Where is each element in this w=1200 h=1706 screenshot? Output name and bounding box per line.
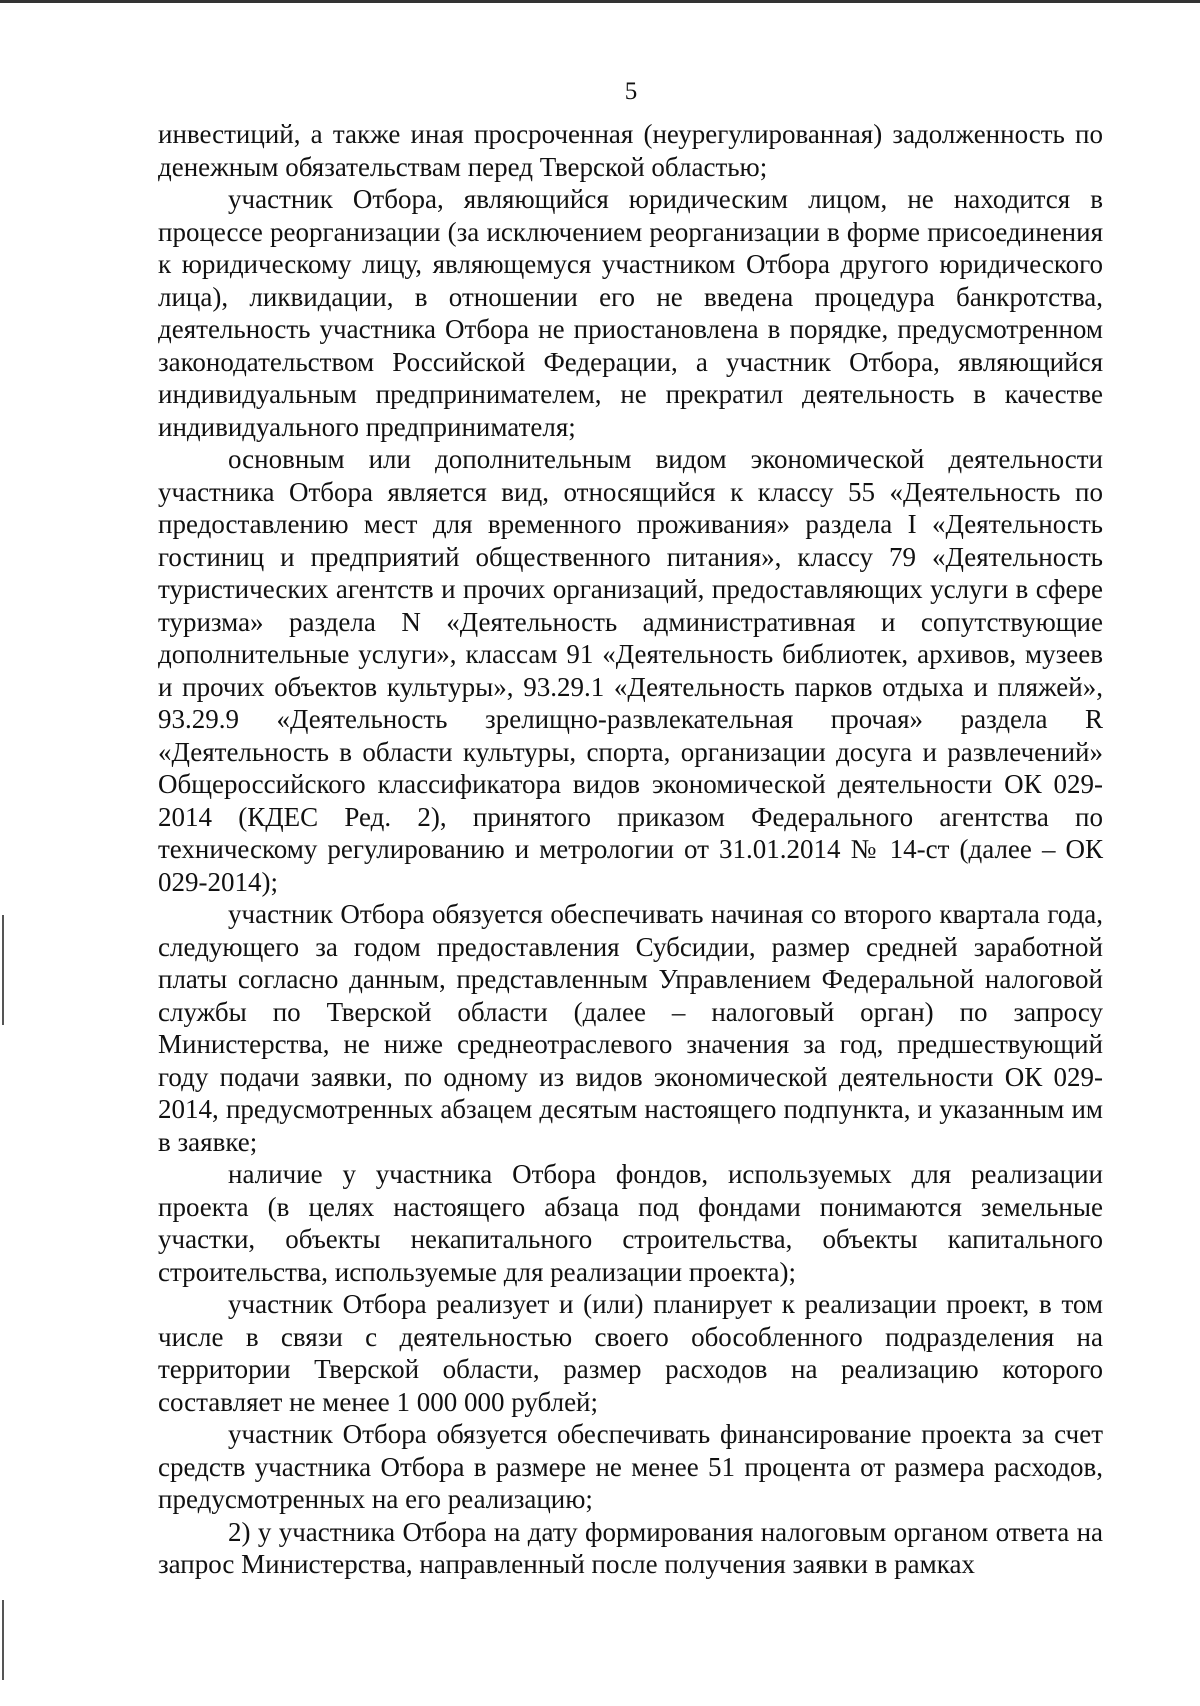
document-body xyxy=(158,118,1103,1581)
paragraph: наличие у участника Отбора фондов, используемых для реализации проекта (в целях настоящего абзаца под фондами понимаются земельные участки, объекты некапитального строительства, объекты капитального строительства, используемые для реализации проекта); xyxy=(158,1159,1103,1287)
paragraph: основным или дополнительным видом экономической деятельности участника Отбора является вид, относящийся к классу 55 «Деятельность по предоставлению мест для временного проживания» раздела I «Деятельность гостиниц и предприятий общественного питания», классу 79 «Деятельность туристических агентств и прочих организаций, предоставляющих услуги в сфере туризма» раздела N «Деятельность административная и сопутствующие дополнительные услуги», классам 91 «Деятельность библиотек, архивов, музеев и прочих объектов культуры», 93.29.1 «Деятельность парков отдыха и пляжей», 93.29.9 «Деятельность зрелищно-развлекательная прочая» раздела R «Деятельность в области культуры, спорта, организации досуга и развлечений» Общероссийского классификатора видов экономической деятельности ОК 029-2014 (КДЕС Ред. 2), принятого приказом Федерального агентства по техническому регулированию и метрологии от 31.01.2014 № 14-ст (далее – ОК 029-2014); xyxy=(158,444,1103,897)
paragraph: участник Отбора, являющийся юридическим лицом, не находится в процессе реорганизации (за исключением реорганизации в форме присоединения к юридическому лицу, являющемуся участником Отбора другого юридического лица), ликвидации, в отношении его не введена процедура банкротства, деятельность участника Отбора не приостановлена в порядке, предусмотренном законодательством Российской Федерации, а участник Отбора, являющийся индивидуальным предпринимателем, не прекратил деятельность в качестве индивидуального предпринимателя; xyxy=(158,184,1103,442)
paragraph: участник Отбора обязуется обеспечивать финансирование проекта за счет средств участника Отбора в размере не менее 51 процента от размера расходов, предусмотренных на его реализацию; xyxy=(158,1419,1103,1514)
scan-margin-mark xyxy=(2,1600,4,1680)
paragraph: участник Отбора обязуется обеспечивать начиная со второго квартала года, следующего за годом предоставления Субсидии, размер средней заработной платы согласно данным, представленным Управлением Федеральной налоговой службы по Тверской области (далее – налоговый орган) по запросу Министерства, не ниже среднеотраслевого значения за год, предшествующий году подачи заявки, по одному из видов экономической деятельности ОК 029-2014, предусмотренных абзацем десятым настоящего подпункта, и указанным им в заявке; xyxy=(158,899,1103,1157)
scan-margin-mark xyxy=(2,915,4,1025)
scan-top-edge xyxy=(0,0,1200,3)
paragraph: участник Отбора реализует и (или) планирует к реализации проект, в том числе в связи с деятельностью своего обособленного подразделения на территории Тверской области, размер расходов на реализацию которого составляет не менее 1 000 000 рублей; xyxy=(158,1289,1103,1417)
paragraph: 2) у участника Отбора на дату формирования налоговым органом ответа на запрос Министерства, направленный после получения заявки в рамках xyxy=(158,1516,1103,1579)
paragraph: инвестиций, а также иная просроченная (неурегулированная) задолженность по денежным обязательствам перед Тверской областью; xyxy=(158,119,1103,182)
page-number: 5 xyxy=(624,78,638,105)
